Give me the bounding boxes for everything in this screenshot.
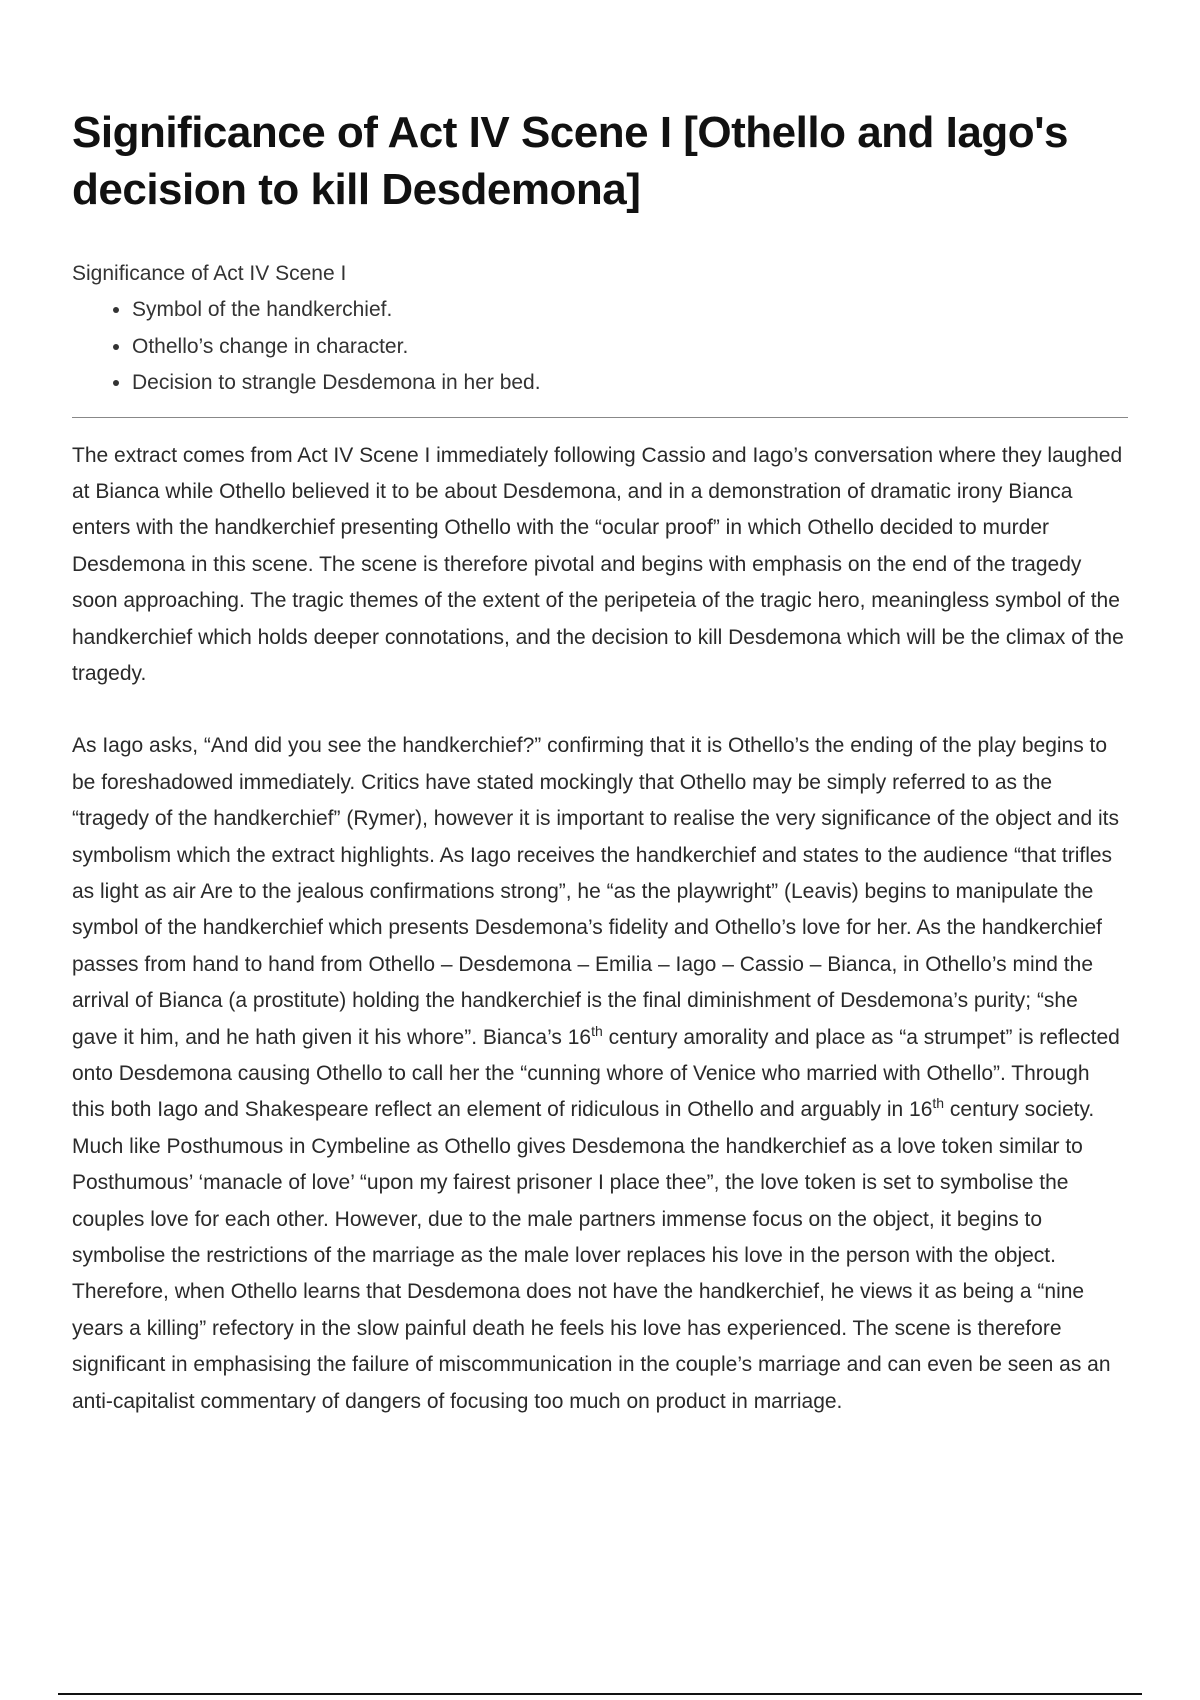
body-paragraph-analysis [72,728,1128,1420]
superscript: th [932,1095,945,1112]
section-subtitle: Significance of Act IV Scene I [72,262,347,285]
document-page [72,104,1128,1420]
section-divider [72,417,1128,418]
page-title: Significance of Act IV Scene I [Othello and Iago's decision to kill Desdemona] [72,108,1069,214]
page-bottom-rule [58,1693,1142,1695]
paragraph-text: century society. Much like Posthumous in Cymbeline as Othello gives Desdemona the handkerchief as a love token similar to Posthumous’ ‘manacle of love’ “upon my fairest prisoner I place thee”, the love token is set to symbolise the couples love for each other. However, due to the male partners immense focus on the object, it begins to symbolise the restrictions of the marriage as the male lover replaces his love in the person with the object. Therefore, when Othello learns that Desdemona does not have the handkerchief, he views it as being a “nine years a killing” refectory in the slow painful death he feels his love has experienced. The scene is therefore significant in emphasising the failure of miscommunication in the couple’s marriage and can even be seen as an anti-capitalist commentary of dangers of focusing too much on product in marriage. [72,1098,1111,1413]
paragraph-text: As Iago asks, “And did you see the handkerchief?” confirming that it is Othello’s the ending of the play begins to be foreshadowed immediately. Critics have stated mockingly that Othello may be simply referred to as the “tragedy of the handkerchief” (Rymer), however it is important to realise the very significance of the object and its symbolism which the extract highlights. As Iago receives the handkerchief and states to the audience “that trifles as light as air Are to the jealous confirmations strong”, he “as the playwright” (Leavis) begins to manipulate the symbol of the handkerchief which presents Desdemona’s fidelity and Othello’s love for her. As the handkerchief passes from hand to hand from Othello – Desdemona – Emilia – Iago – Cassio – Bianca, in Othello’s mind the arrival of Bianca (a prostitute) holding the handkerchief is the final diminishment of Desdemona’s purity; “she gave it him, and he hath given it his whore”. Bianca’s 16 [72,734,1119,1049]
body-paragraph-intro: The extract comes from Act IV Scene I immediately following Cassio and Iago’s conversation where they laughed at Bianca while Othello believed it to be about Desdemona, and in a demonstration of dramatic irony Bianca enters with the handkerchief presenting Othello with the “ocular proof” in which Othello decided to murder Desdemona in this scene. The scene is therefore pivotal and begins with emphasis on the end of the tragedy soon approaching. The tragic themes of the extent of the peripeteia of the tragic hero, meaningless symbol of the handkerchief which holds deeper connotations, and the decision to kill Desdemona which will be the climax of the tragedy. [72,443,1124,685]
key-points-list [72,292,1128,402]
superscript: th [591,1022,603,1039]
list-item: • Decision to strangle Desdemona in her bed. [132,365,1128,402]
paragraph-text: century amorality and place as “a strumpet” is reflected onto Desdemona causing Othello to call her the “cunning whore of Venice who married with Othello”. Through this both Iago and Shakespeare reflect an element of ridiculous in Othello and arguably in 16 [72,1025,1120,1122]
list-item: • Symbol of the handkerchief. [132,292,1128,329]
list-item: • Othello’s change in character. [132,329,1128,366]
